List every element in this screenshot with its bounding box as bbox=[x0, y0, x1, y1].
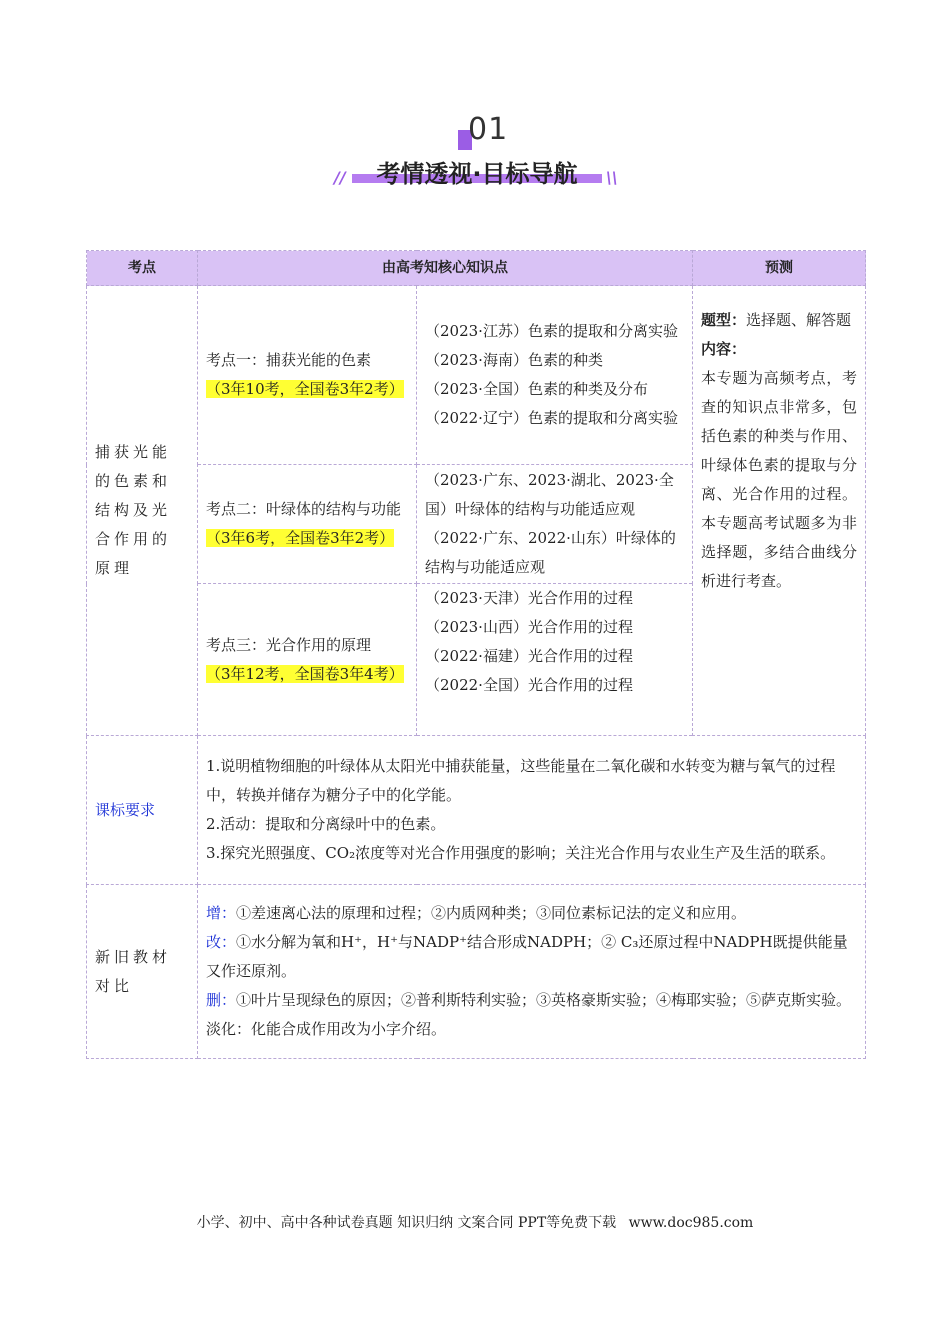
compare-label: 新旧教材对比 bbox=[87, 885, 198, 1059]
list-item: （2023·江苏）色素的提取和分离实验 bbox=[425, 322, 678, 340]
list-item: 3.探究光照强度、CO₂浓度等对光合作用强度的影响；关注光合作用与农业生产及生活的联系。 bbox=[206, 844, 836, 862]
exam-analysis-table bbox=[86, 250, 866, 1059]
point-items-cell bbox=[417, 286, 693, 465]
standard-label: 课标要求 bbox=[87, 736, 198, 885]
standard-cell bbox=[198, 736, 866, 885]
point-name: 考点三：光合作用的原理 bbox=[206, 635, 372, 654]
page-header bbox=[0, 108, 950, 198]
table-header-row bbox=[87, 251, 866, 286]
point-stat: （3年6考，全国卷3年2考） bbox=[206, 529, 395, 547]
point-stat: （3年12考，全国卷3年4考） bbox=[206, 664, 404, 683]
section-title-text: 考情透视·目标导航 bbox=[376, 160, 578, 188]
list-item: （2023·全国）色素的种类及分布 bbox=[425, 380, 648, 398]
fade-text: 淡化：化能合成作用改为小字介绍。 bbox=[206, 1020, 447, 1038]
list-item: （2022·广东、2022·山东）叶绿体的结构与功能适应观 bbox=[425, 529, 676, 576]
list-item: （2022·辽宁）色素的提取和分离实验 bbox=[425, 409, 678, 427]
list-item: （2022·全国）光合作用的过程 bbox=[425, 676, 633, 694]
content-value: 本专题为高频考点，考查的知识点非常多，包括色素的种类与作用、叶绿体色素的提取与分离、光合作用的过程。本专题高考试题多为非选择题，多结合曲线分析进行考查。 bbox=[701, 369, 857, 590]
point-cell bbox=[198, 286, 417, 465]
delete-label: 删： bbox=[206, 991, 237, 1009]
add-text: ①差速离心法的原理和过程；②内质网种类；③同位素标记法的定义和应用。 bbox=[236, 904, 747, 922]
prediction-cell bbox=[693, 286, 866, 736]
content-label: 内容： bbox=[701, 340, 747, 358]
list-item: 2.活动：提取和分离绿叶中的色素。 bbox=[206, 815, 446, 833]
list-item: （2023·海南）色素的种类 bbox=[425, 351, 603, 369]
page-footer bbox=[0, 1212, 950, 1232]
point-items-cell bbox=[417, 584, 693, 736]
point-name: 考点一：捕获光能的色素 bbox=[206, 351, 372, 369]
section-number-text: 01 bbox=[468, 112, 509, 147]
category-cell: 捕获光能的色素和结构及光合作用的原理 bbox=[87, 286, 198, 736]
compare-cell bbox=[198, 885, 866, 1059]
header-kaodian: 考点 bbox=[87, 251, 198, 286]
footer-text: 小学、初中、高中各种试卷真题 知识归纳 文案合同 PPT等免费下载 bbox=[196, 1215, 617, 1231]
delete-text: ①叶片呈现绿色的原因；②普利斯特利实验；③英格豪斯实验；④梅耶实验；⑤萨克斯实验。 bbox=[236, 991, 852, 1009]
point-stat: （3年10考，全国卷3年2考） bbox=[206, 380, 404, 398]
point-cell bbox=[198, 584, 417, 736]
table-row bbox=[87, 736, 866, 885]
change-text: ①水分解为氧和H⁺，H⁺与NADP⁺结合形成NADPH；② C₃还原过程中NADPH既提供能量又作还原剂。 bbox=[206, 933, 848, 980]
section-title bbox=[332, 154, 622, 186]
footer-link[interactable]: www.doc985.com bbox=[628, 1215, 754, 1231]
table-row bbox=[87, 286, 866, 465]
list-item: （2022·福建）光合作用的过程 bbox=[425, 647, 633, 665]
list-item: （2023·广东、2023·湖北、2023·全国）叶绿体的结构与功能适应观 bbox=[425, 471, 674, 518]
section-number bbox=[458, 112, 518, 152]
list-item: （2023·山西）光合作用的过程 bbox=[425, 618, 633, 636]
list-item: （2023·天津）光合作用的过程 bbox=[425, 589, 633, 607]
slash-left-icon: // bbox=[334, 168, 346, 187]
header-prediction: 预测 bbox=[693, 251, 866, 286]
point-cell bbox=[198, 465, 417, 584]
add-label: 增： bbox=[206, 904, 237, 922]
point-items-cell bbox=[417, 465, 693, 584]
point-name: 考点二：叶绿体的结构与功能 bbox=[206, 500, 402, 518]
list-item: 1.说明植物细胞的叶绿体从太阳光中捕获能量，这些能量在二氧化碳和水转变为糖与氧气的过程中，转换并储存为糖分子中的化学能。 bbox=[206, 757, 836, 804]
type-value: 选择题、解答题 bbox=[746, 311, 852, 329]
header-knowledge: 由高考知核心知识点 bbox=[198, 251, 693, 286]
type-label: 题型： bbox=[701, 311, 747, 329]
table-row bbox=[87, 885, 866, 1059]
change-label: 改： bbox=[206, 933, 237, 951]
slash-right-icon: \\ bbox=[606, 168, 618, 187]
